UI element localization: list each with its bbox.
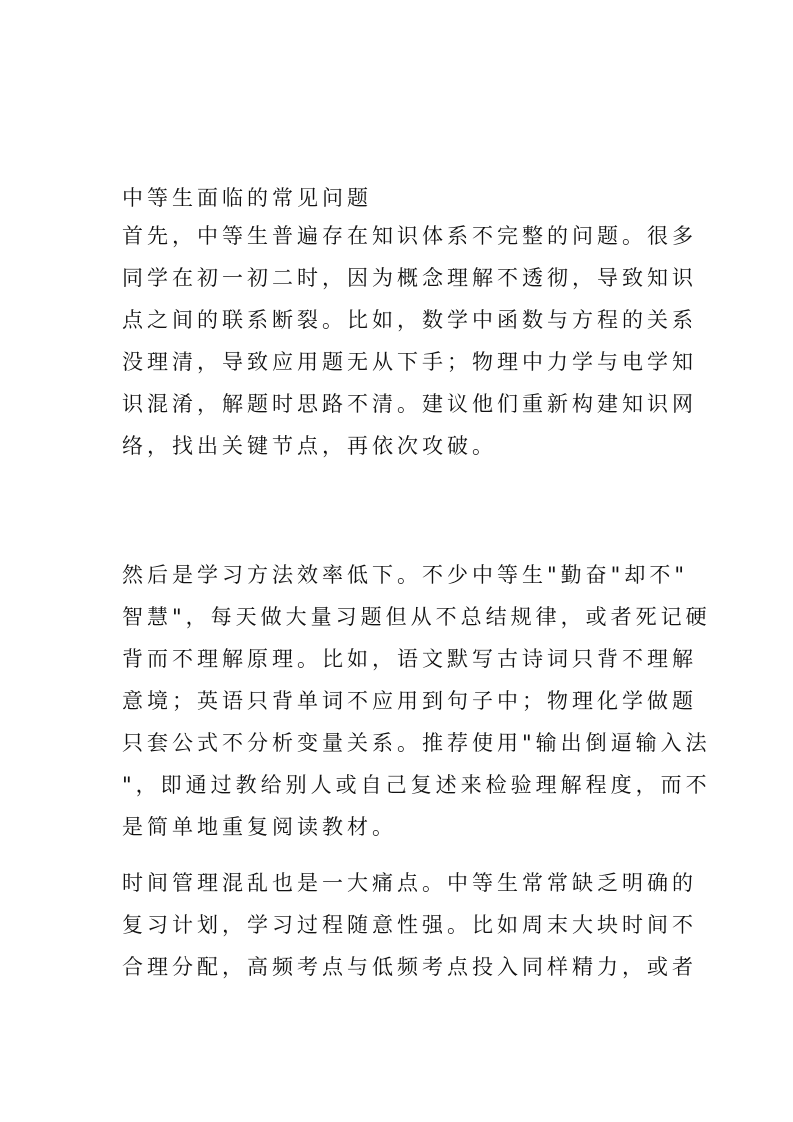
paragraph-1: [122, 215, 697, 467]
text-line: 没理清，导致应用题无从下手；物理中力学与电学知: [122, 350, 697, 374]
text-line: 络，找出关键节点，再依次攻破。: [122, 434, 497, 458]
section-title: 中等生面临的常见问题: [122, 186, 372, 210]
text-line: 意境；英语只背单词不应用到句子中；物理化学做题: [122, 689, 697, 713]
document-title-block: [122, 177, 682, 219]
text-line: 合理分配，高频考点与低频考点投入同样精力，或者: [122, 955, 697, 979]
text-line: 识混淆，解题时思路不清。建议他们重新构建知识网: [122, 392, 697, 416]
text-line: 时间管理混乱也是一大痛点。中等生常常缺乏明确的: [122, 871, 697, 895]
text-line: 点之间的联系断裂。比如，数学中函数与方程的关系: [122, 308, 697, 332]
text-line: 同学在初一初二时，因为概念理解不透彻，导致知识: [122, 266, 697, 290]
text-line: 首先，中等生普遍存在知识体系不完整的问题。很多: [122, 224, 697, 248]
text-line: 只套公式不分析变量关系。推荐使用"输出倒逼输入法: [122, 731, 711, 755]
paragraph-3: [122, 862, 697, 988]
text-line: 然后是学习方法效率低下。不少中等生"勤奋"却不": [122, 563, 688, 587]
paragraph-2: [122, 554, 711, 848]
text-line: 复习计划，学习过程随意性强。比如周末大块时间不: [122, 913, 697, 937]
text-line: 是简单地重复阅读教材。: [122, 815, 397, 839]
text-line: 背而不理解原理。比如，语文默写古诗词只背不理解: [122, 647, 697, 671]
text-line: "，即通过教给别人或自己复述来检验理解程度，而不: [122, 773, 711, 797]
text-line: 智慧"，每天做大量习题但从不总结规律，或者死记硬: [122, 605, 711, 629]
